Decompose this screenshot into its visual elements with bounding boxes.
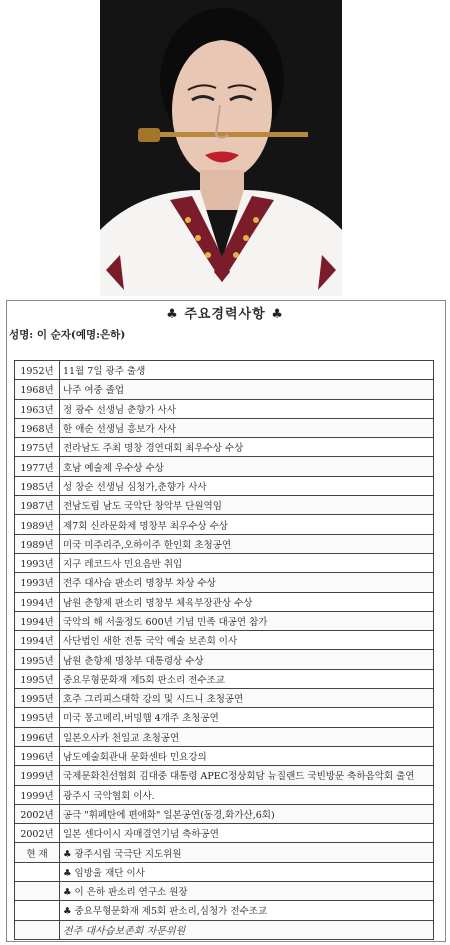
career-table bbox=[14, 360, 434, 940]
table-row bbox=[15, 553, 434, 572]
year-cell: 1995년 bbox=[15, 650, 60, 669]
table-row bbox=[15, 496, 434, 515]
description-cell: 남도예술회관내 문화센타 민요강의 bbox=[60, 746, 434, 765]
year-cell: 1952년 bbox=[15, 361, 60, 380]
description-cell: ♣ 중요무형문화재 제5회 판소리,심청가 전수조교 bbox=[60, 901, 434, 920]
year-cell: 1989년 bbox=[15, 515, 60, 534]
year-cell: 1968년 bbox=[15, 418, 60, 437]
description-cell: 성 창순 선생님 심청가,춘향가 사사 bbox=[60, 476, 434, 495]
description-cell: 미국 몽고메리,버밍햄 4개주 초청공연 bbox=[60, 708, 434, 727]
description-cell: 지구 레코드사 민요음반 취입 bbox=[60, 553, 434, 572]
table-row bbox=[15, 843, 434, 862]
table-row bbox=[15, 631, 434, 650]
year-cell: 1975년 bbox=[15, 438, 60, 457]
description-cell: ♣ 이 은하 판소리 연구소 원장 bbox=[60, 882, 434, 901]
year-cell: 1977년 bbox=[15, 457, 60, 476]
description-cell: 호남 예술제 우수상 수상 bbox=[60, 457, 434, 476]
year-cell: 1993년 bbox=[15, 573, 60, 592]
table-row bbox=[15, 689, 434, 708]
year-cell bbox=[15, 882, 60, 901]
table-row bbox=[15, 669, 434, 688]
description-cell: 한 애순 선생님 흥보가 사사 bbox=[60, 418, 434, 437]
table-row bbox=[15, 746, 434, 765]
year-cell: 1989년 bbox=[15, 534, 60, 553]
year-cell: 1968년 bbox=[15, 380, 60, 399]
table-row bbox=[15, 399, 434, 418]
description-cell: 정 광수 선생님 춘향가 사사 bbox=[60, 399, 434, 418]
year-cell: 1985년 bbox=[15, 476, 60, 495]
description-cell: 공극 "휘페탄에 편애화" 일본공연(동경,화가산,6회) bbox=[60, 804, 434, 823]
name-line: 성명: 이 순자(예명:은하) bbox=[9, 329, 126, 341]
description-cell: 제7회 신라문화제 명창부 최우수상 수상 bbox=[60, 515, 434, 534]
year-cell: 1996년 bbox=[15, 746, 60, 765]
description-cell: 중요무형문화재 제5회 판소리 전수조교 bbox=[60, 669, 434, 688]
year-cell: 1963년 bbox=[15, 399, 60, 418]
portrait-photo bbox=[100, 0, 342, 296]
description-cell: 전주 대사습보존회 자문위원 bbox=[60, 920, 434, 939]
description-cell: 미국 미주리주,오하이주 한인회 초청공연 bbox=[60, 534, 434, 553]
table-row bbox=[15, 457, 434, 476]
table-row bbox=[15, 766, 434, 785]
description-cell: 호주 그리피스대학 강의 및 시드니 초청공연 bbox=[60, 689, 434, 708]
year-cell bbox=[15, 920, 60, 939]
description-cell: 전라남도 주최 명창 경연대회 최우수상 수상 bbox=[60, 438, 434, 457]
description-cell: 남원 춘향제 판소리 명창부 체육부장관상 수상 bbox=[60, 592, 434, 611]
year-cell: 1994년 bbox=[15, 592, 60, 611]
table-row bbox=[15, 476, 434, 495]
description-cell: 국악의 해 서울정도 600년 기념 민족 대공연 참가 bbox=[60, 611, 434, 630]
description-cell: 나주 여중 졸업 bbox=[60, 380, 434, 399]
table-row bbox=[15, 862, 434, 881]
year-cell: 2002년 bbox=[15, 804, 60, 823]
description-cell: 11월 7일 광주 출생 bbox=[60, 361, 434, 380]
year-cell: 1994년 bbox=[15, 611, 60, 630]
table-row bbox=[15, 727, 434, 746]
table-row bbox=[15, 650, 434, 669]
year-cell: 1995년 bbox=[15, 708, 60, 727]
table-row bbox=[15, 380, 434, 399]
description-cell: 국제문화친선협회 김대중 대통령 APEC정상회담 뉴질랜드 국빈방문 축하음악회 출연 bbox=[60, 766, 434, 785]
year-cell: 1996년 bbox=[15, 727, 60, 746]
year-cell: 1994년 bbox=[15, 631, 60, 650]
table-row bbox=[15, 418, 434, 437]
year-cell: 현 재 bbox=[15, 843, 60, 862]
table-row bbox=[15, 592, 434, 611]
year-cell: 1993년 bbox=[15, 553, 60, 572]
table-row bbox=[15, 515, 434, 534]
table-row bbox=[15, 361, 434, 380]
year-cell bbox=[15, 901, 60, 920]
description-cell: 전주 대사습 판소리 명창부 차상 수상 bbox=[60, 573, 434, 592]
year-cell: 1995년 bbox=[15, 689, 60, 708]
table-row bbox=[15, 611, 434, 630]
table-row bbox=[15, 920, 434, 939]
description-cell: ♣ 광주시립 국극단 지도위원 bbox=[60, 843, 434, 862]
table-row bbox=[15, 882, 434, 901]
year-cell bbox=[15, 862, 60, 881]
year-cell: 1999년 bbox=[15, 785, 60, 804]
table-row bbox=[15, 804, 434, 823]
table-row bbox=[15, 573, 434, 592]
table-row bbox=[15, 708, 434, 727]
table-row bbox=[15, 901, 434, 920]
description-cell: ♣ 임방울 재단 이사 bbox=[60, 862, 434, 881]
table-row bbox=[15, 824, 434, 843]
page-title: ♣ 주요경력사항 ♣ bbox=[166, 307, 284, 322]
year-cell: 2002년 bbox=[15, 824, 60, 843]
description-cell: 전남도립 남도 국악단 창악부 단원역임 bbox=[60, 496, 434, 515]
year-cell: 1999년 bbox=[15, 766, 60, 785]
description-cell: 일본오사카 천일교 초청공연 bbox=[60, 727, 434, 746]
year-cell: 1995년 bbox=[15, 669, 60, 688]
table-row bbox=[15, 534, 434, 553]
year-cell: 1987년 bbox=[15, 496, 60, 515]
description-cell: 사단법인 새한 전통 국악 예술 보존회 이사 bbox=[60, 631, 434, 650]
description-cell: 광주시 국악협회 이사. bbox=[60, 785, 434, 804]
table-row bbox=[15, 438, 434, 457]
description-cell: 남원 춘향제 명창부 대통령상 수상 bbox=[60, 650, 434, 669]
table-row bbox=[15, 785, 434, 804]
description-cell: 일본 센다이시 자매결연기념 축하공연 bbox=[60, 824, 434, 843]
